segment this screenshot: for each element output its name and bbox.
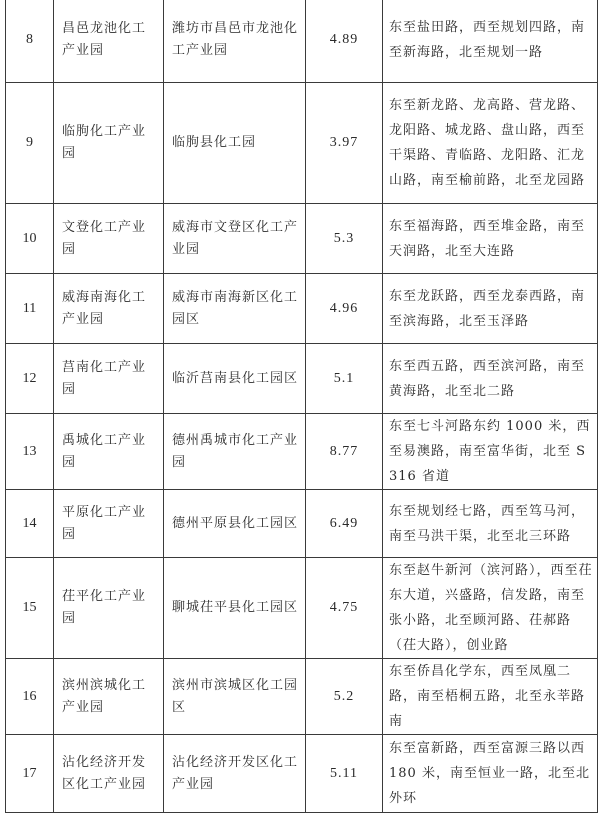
table-row	[6, 659, 598, 735]
park-name: 临朐化工产业园	[54, 83, 164, 204]
park-boundary: 东至西五路，西至滨河路，南至黄海路，北至北二路	[383, 344, 598, 414]
table-row	[6, 204, 598, 274]
row-number: 15	[6, 558, 54, 659]
park-location: 滨州市滨城区化工园区	[164, 659, 306, 735]
park-location: 德州禹城市化工产业园	[164, 414, 306, 490]
table-row	[6, 0, 598, 83]
row-number: 9	[6, 83, 54, 204]
park-boundary: 东至福海路，西至堆金路，南至天润路，北至大连路	[383, 204, 598, 274]
row-number: 8	[6, 0, 54, 83]
row-number: 14	[6, 490, 54, 558]
table-row	[6, 490, 598, 558]
park-name: 沾化经济开发区化工产业园	[54, 735, 164, 813]
table-row	[6, 735, 598, 813]
park-area: 5.1	[306, 344, 383, 414]
park-location: 临朐县化工园	[164, 83, 306, 204]
table-row	[6, 414, 598, 490]
table-row	[6, 558, 598, 659]
park-area: 4.75	[306, 558, 383, 659]
park-area: 3.97	[306, 83, 383, 204]
park-area: 8.77	[306, 414, 383, 490]
park-name: 平原化工产业园	[54, 490, 164, 558]
park-name: 滨州滨城化工产业园	[54, 659, 164, 735]
park-name: 昌邑龙池化工产业园	[54, 0, 164, 83]
park-area: 6.49	[306, 490, 383, 558]
park-name: 莒南化工产业园	[54, 344, 164, 414]
row-number: 13	[6, 414, 54, 490]
park-location: 聊城茌平县化工园区	[164, 558, 306, 659]
row-number: 10	[6, 204, 54, 274]
table-row	[6, 83, 598, 204]
row-number: 17	[6, 735, 54, 813]
row-number: 16	[6, 659, 54, 735]
chemical-park-table	[5, 0, 598, 813]
park-area: 5.11	[306, 735, 383, 813]
park-area: 4.96	[306, 274, 383, 344]
row-number: 11	[6, 274, 54, 344]
park-boundary: 东至新龙路、龙高路、营龙路、龙阳路、城龙路、盘山路，西至干渠路、青临路、龙阳路、汇龙山路，南至榆前路，北至龙园路	[383, 83, 598, 204]
park-boundary: 东至龙跃路，西至龙泰西路，南至滨海路，北至玉泽路	[383, 274, 598, 344]
park-location: 威海市南海新区化工园区	[164, 274, 306, 344]
park-name: 文登化工产业园	[54, 204, 164, 274]
park-location: 德州平原县化工园区	[164, 490, 306, 558]
park-boundary: 东至盐田路，西至规划四路，南至新海路，北至规划一路	[383, 0, 598, 83]
park-location: 潍坊市昌邑市龙池化工产业园	[164, 0, 306, 83]
park-boundary: 东至富新路，西至富源三路以西 180 米，南至恒业一路，北至北外环	[383, 735, 598, 813]
row-number: 12	[6, 344, 54, 414]
park-name: 茌平化工产业园	[54, 558, 164, 659]
table-row	[6, 274, 598, 344]
park-area: 5.3	[306, 204, 383, 274]
table-row	[6, 344, 598, 414]
park-area: 4.89	[306, 0, 383, 83]
park-name: 威海南海化工产业园	[54, 274, 164, 344]
park-boundary: 东至赵牛新河（滨河路），西至茌东大道，兴盛路，信发路，南至张小路，北至顾河路、茌郝路（茌大路），创业路	[383, 558, 598, 659]
park-area: 5.2	[306, 659, 383, 735]
park-location: 临沂莒南县化工园区	[164, 344, 306, 414]
park-location: 威海市文登区化工产业园	[164, 204, 306, 274]
park-boundary: 东至规划经七路，西至笃马河，南至马洪干渠，北至北三环路	[383, 490, 598, 558]
park-location: 沾化经济开发区化工产业园	[164, 735, 306, 813]
park-boundary: 东至七斗河路东约 1000 米，西至易澳路，南至富华街，北至 S316 省道	[383, 414, 598, 490]
park-boundary: 东至侨昌化学东，西至凤凰二路，南至梧桐五路，北至永莘路南	[383, 659, 598, 735]
park-name: 禹城化工产业园	[54, 414, 164, 490]
